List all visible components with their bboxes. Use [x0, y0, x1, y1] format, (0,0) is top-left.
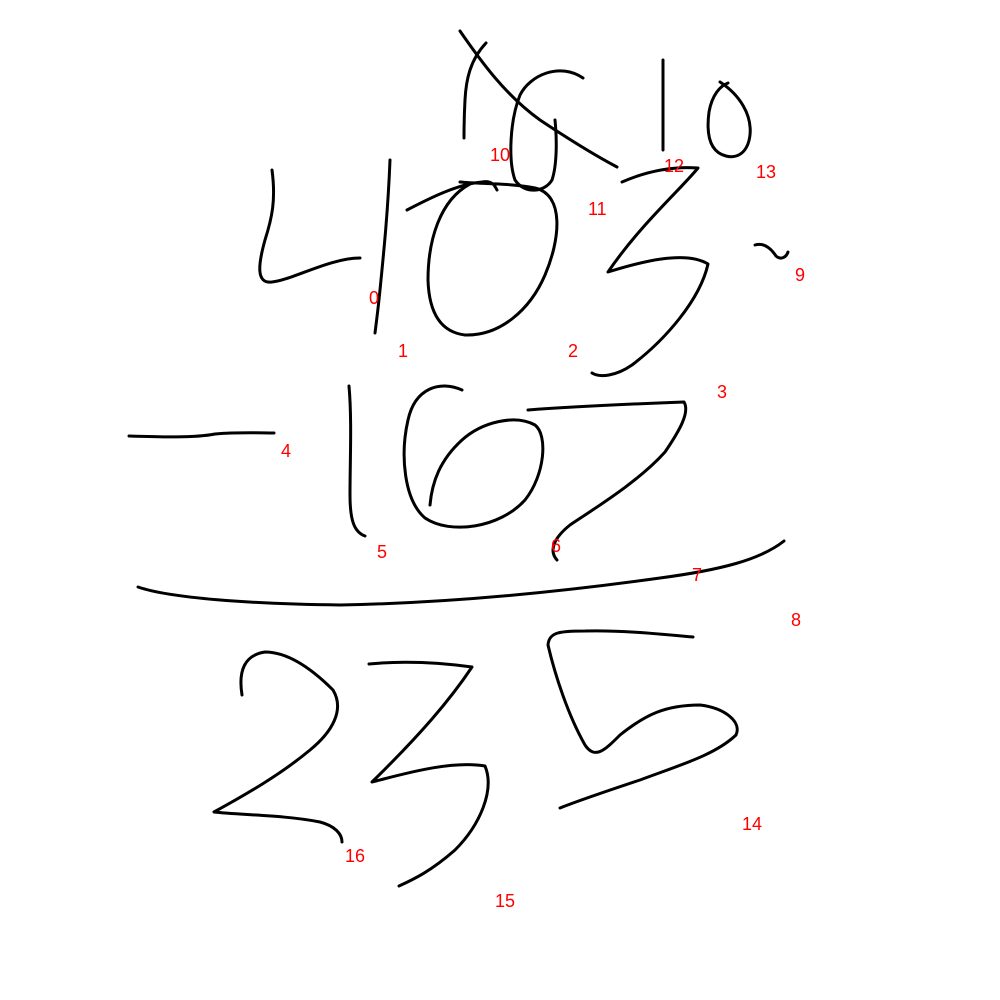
stroke-label-15: 15: [495, 891, 516, 911]
stroke-label-0: 0: [369, 288, 380, 308]
stroke-label-8: 8: [791, 610, 802, 630]
stroke-label-7: 7: [692, 565, 703, 585]
stroke-label-6: 6: [551, 536, 562, 556]
stroke-label-4: 4: [281, 441, 292, 461]
stroke-label-12: 12: [664, 156, 685, 176]
stroke-label-9: 9: [795, 265, 806, 285]
stroke-label-5: 5: [377, 542, 388, 562]
stroke-label-14: 14: [742, 814, 763, 834]
stroke-label-13: 13: [756, 162, 777, 182]
stroke-label-3: 3: [717, 382, 728, 402]
stroke-label-10: 10: [490, 145, 511, 165]
stroke-label-2: 2: [568, 341, 579, 361]
stroke-label-11: 11: [588, 199, 607, 219]
stroke-label-1: 1: [398, 341, 409, 361]
stroke-label-16: 16: [345, 846, 366, 866]
